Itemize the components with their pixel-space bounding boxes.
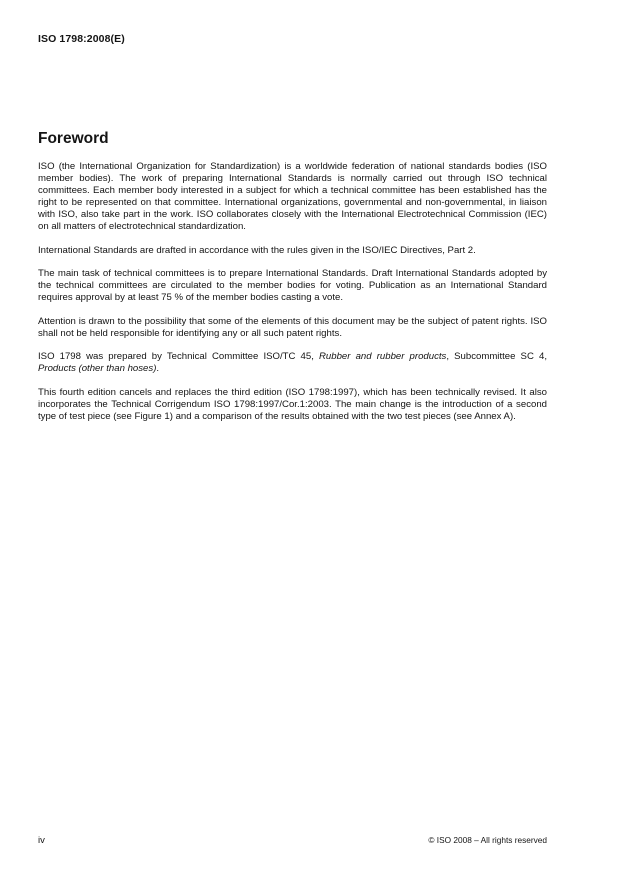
foreword-paragraphs — [38, 161, 547, 434]
paragraph-text: ISO (the International Organization for Standardization) is a worldwide federation of national standards bodies (ISO member bodies). The work of preparing International Standards is normally carried out through ISO technical committees. Each member body interested in a subject for which a technical committee has been established has the right to be represented on that committee. International organizations, governmental and non-governmental, in liaison with ISO, also take part in the work. ISO collaborates closely with the International Electrotechnical Commission (IEC) on all matters of electrotechnical standardization. — [38, 161, 547, 232]
paragraph — [38, 351, 547, 375]
paragraph-text: , Subcommittee SC 4, — [446, 351, 547, 362]
paragraph-text: This fourth edition cancels and replaces the third edition (ISO 1798:1997), which has been technically revised. It also incorporates the Technical Corrigendum ISO 1798:1997/Cor.1:2003. The main change is the introduction of a second type of test piece (see Figure 1) and a comparison of the results obtained with the two test pieces (see Annex A). — [38, 386, 547, 422]
page-footer — [38, 835, 547, 846]
paragraph-text: ISO 1798 was prepared by Technical Committee ISO/TC 45, — [38, 351, 319, 362]
paragraph-text: Attention is drawn to the possibility that some of the elements of this document may be the subject of patent rights. ISO shall not be held responsible for identifying any or all such patent rights. — [38, 315, 547, 339]
paragraph-text-italic: Rubber and rubber products — [319, 351, 447, 362]
page-number: iv — [38, 835, 45, 846]
paragraph-text: International Standards are drafted in accordance with the rules given in the ISO/IEC Directives, Part 2. — [38, 244, 476, 256]
copyright-notice: © ISO 2008 – All rights reserved — [428, 835, 547, 845]
paragraph — [38, 245, 547, 257]
paragraph — [38, 268, 547, 304]
paragraph — [38, 316, 547, 340]
paragraph — [38, 387, 547, 423]
paragraph-text-italic: Products (other than hoses) — [38, 363, 157, 374]
paragraph-text: . — [156, 363, 160, 374]
foreword-heading: Foreword — [38, 130, 109, 147]
paragraph — [38, 161, 547, 233]
document-reference-header: ISO 1798:2008(E) — [38, 33, 125, 45]
paragraph-text: The main task of technical committees is to prepare International Standards. Draft International Standards adopted by the technical committees are circulated to the member bodies for voting. Publication as an International Standard requires approval by at least 75 % of the member bodies casting a vote. — [38, 268, 547, 303]
